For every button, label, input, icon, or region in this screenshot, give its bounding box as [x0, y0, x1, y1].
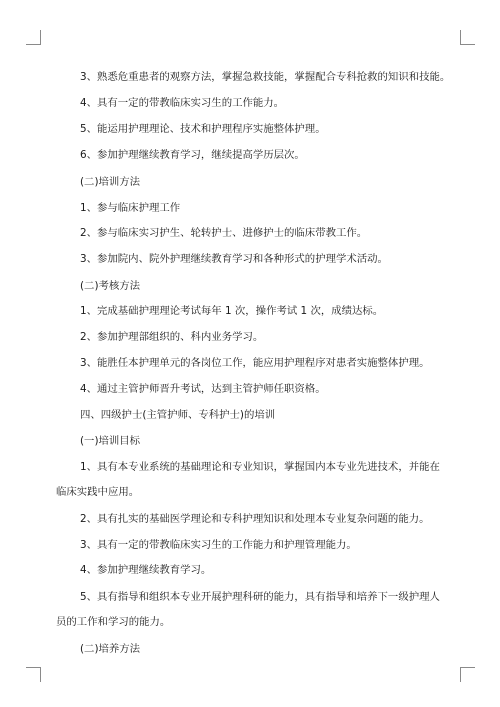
list-item: 4、通过主管护师晋升考试，达到主管护师任职资格。 — [80, 383, 326, 395]
crop-mark-top-left — [26, 30, 41, 45]
list-item-continuation: 员的工作和学习的能力。 — [56, 616, 171, 628]
list-item: 5、具有指导和组织本专业开展护理科研的能力，具有指导和培养下一级护理人 — [80, 591, 440, 603]
list-item: 6、参加护理继续教育学习，继续提高学历层次。 — [80, 149, 305, 161]
section-heading: (一)培训目标 — [80, 435, 141, 447]
list-item: 2、参加护理部组织的、科内业务学习。 — [80, 331, 264, 343]
list-item: 1、完成基础护理理论考试每年 1 次，操作考试 1 次，成绩达标。 — [80, 305, 384, 317]
list-item: 2、参与临床实习护生、轮转护士、进修护士的临床带教工作。 — [80, 227, 368, 239]
list-item: 2、具有扎实的基础医学理论和专科护理知识和处理本专业复杂问题的能力。 — [80, 513, 430, 525]
list-item: 4、参加护理继续教育学习。 — [80, 564, 212, 576]
list-item: 1、参与临床护理工作 — [80, 202, 181, 214]
section-heading: (二)培训方法 — [80, 176, 141, 188]
section-heading: (二)培养方法 — [80, 643, 141, 655]
list-item: 3、具有一定的带教临床实习生的工作能力和护理管理能力。 — [80, 539, 357, 551]
crop-mark-top-right — [460, 30, 475, 45]
list-item: 3、熟悉危重患者的观察方法，掌握急救技能，掌握配合专科抢救的知识和技能。 — [80, 71, 451, 83]
crop-mark-bottom-right — [460, 667, 475, 682]
list-item: 5、能运用护理理论、技术和护理程序实施整体护理。 — [80, 123, 326, 135]
section-title: 四、四级护士(主管护师、专科护士)的培训 — [80, 409, 276, 421]
list-item-continuation: 临床实践中应用。 — [56, 486, 140, 498]
list-item: 3、能胜任本护理单元的各岗位工作，能应用护理程序对患者实施整体护理。 — [80, 357, 430, 369]
section-heading: (二)考核方法 — [80, 280, 141, 292]
list-item: 3、参加院内、院外护理继续教育学习和各种形式的护理学术活动。 — [80, 253, 388, 265]
list-item: 4、具有一定的带教临床实习生的工作能力。 — [80, 97, 285, 109]
crop-mark-bottom-left — [26, 667, 41, 682]
list-item: 1、具有本专业系统的基础理论和专业知识，掌握国内本专业先进技术，并能在 — [80, 461, 440, 473]
